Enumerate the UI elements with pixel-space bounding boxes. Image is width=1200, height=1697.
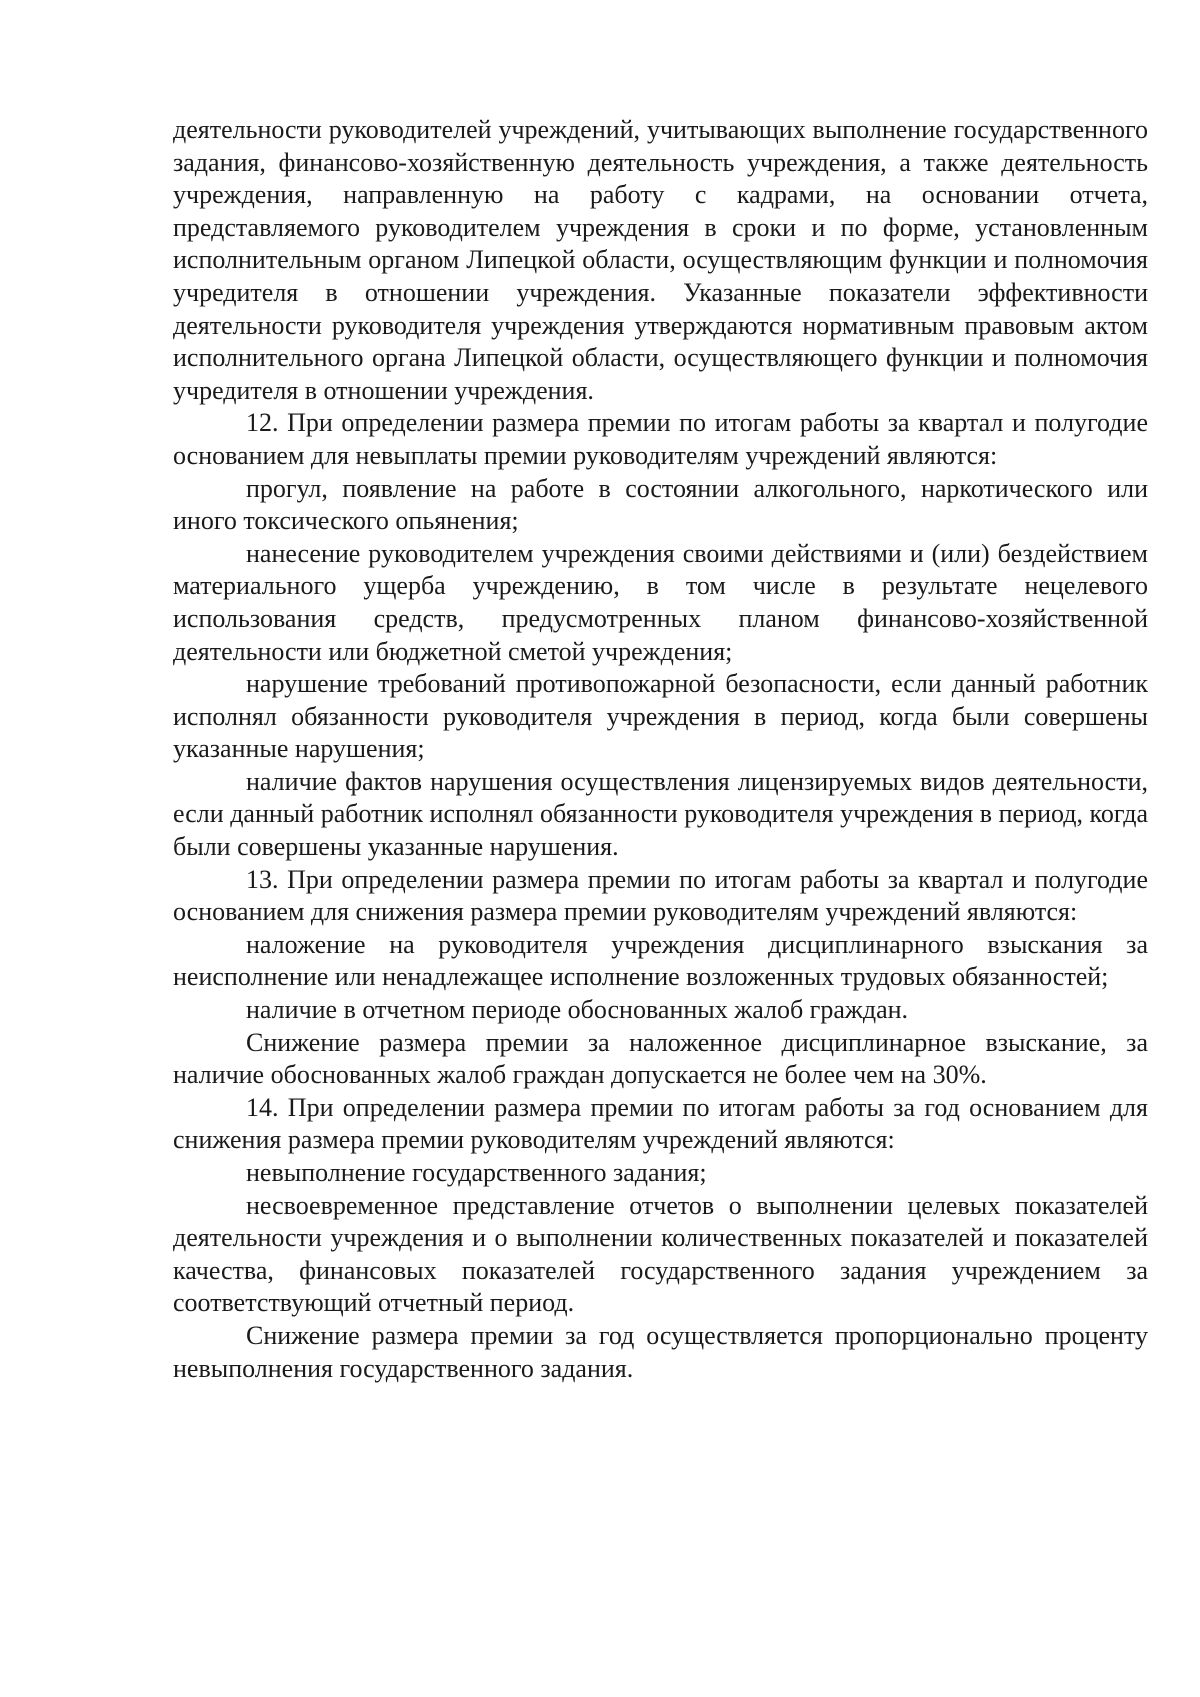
paragraph-late-reports: несвоевременное представление отчетов о выполнении целевых показателей деятельности учреждения и о выполнении количественных показателей и показателей качества, финансовых показателей государственного задания учреждением за соответствующий отчетный период. [173, 1190, 1148, 1318]
paragraph-clause-13: 13. При определении размера премии по итогам работы за квартал и полугодие основанием для снижения размера премии руководителям учреждений являются: [173, 864, 1148, 927]
paragraph-state-task-failure: невыполнение государственного задания; [246, 1158, 707, 1187]
document-body [173, 114, 1148, 1385]
paragraph-clause-14: 14. При определении размера премии по итогам работы за год основанием для снижения размера премии руководителям учреждений являются: [173, 1092, 1148, 1155]
paragraph-reduction-limit: Снижение размера премии за наложенное дисциплинарное взыскание, за наличие обоснованных жалоб граждан допускается не более чем на 30%. [173, 1027, 1148, 1090]
paragraph-clause-12: 12. При определении размера премии по итогам работы за квартал и полугодие основанием для невыплаты премии руководителям учреждений являются: [173, 408, 1148, 470]
paragraph-absence-intoxication: прогул, появление на работе в состоянии алкогольного, наркотического или иного токсического опьянения; [173, 473, 1148, 536]
paragraph-disciplinary-penalty: наложение на руководителя учреждения дисциплинарного взыскания за неисполнение или ненадлежащее исполнение возложенных трудовых обязанностей; [173, 929, 1148, 992]
paragraph-continuation: деятельности руководителей учреждений, учитывающих выполнение государственного задания, финансово-хозяйственную деятельность учреждения, а также деятельность учреждения, направленную на работу с кадрами, на основании отчета, представляемого руководителем учреждения в сроки и по форме, установленным исполнительным органом Липецкой области, осуществляющим функции и полномочия учредителя в отношении учреждения. Указанные показатели эффективности деятельности руководителя учреждения утверждаются нормативным правовым актом исполнительного органа Липецкой области, осуществляющего функции и полномочия учредителя в отношении учреждения. [173, 115, 1148, 405]
paragraph-citizen-complaints: наличие в отчетном периоде обоснованных жалоб граждан. [246, 995, 909, 1025]
paragraph-licensing-violations: наличие фактов нарушения осуществления лицензируемых видов деятельности, если данный работник исполнял обязанности руководителя учреждения в период, когда были совершены указанные нарушения. [173, 766, 1148, 862]
paragraph-annual-reduction: Снижение размера премии за год осуществляется пропорционально проценту невыполнения государственного задания. [173, 1320, 1148, 1383]
paragraph-material-damage: нанесение руководителем учреждения своими действиями и (или) бездействием материального ущерба учреждению, в том числе в результате нецелевого использования средств, предусмотренных планом финансово-хозяйственной деятельности или бюджетной сметой учреждения; [173, 538, 1148, 666]
paragraph-fire-safety: нарушение требований противопожарной безопасности, если данный работник исполнял обязанности руководителя учреждения в период, когда были совершены указанные нарушения; [173, 669, 1148, 764]
